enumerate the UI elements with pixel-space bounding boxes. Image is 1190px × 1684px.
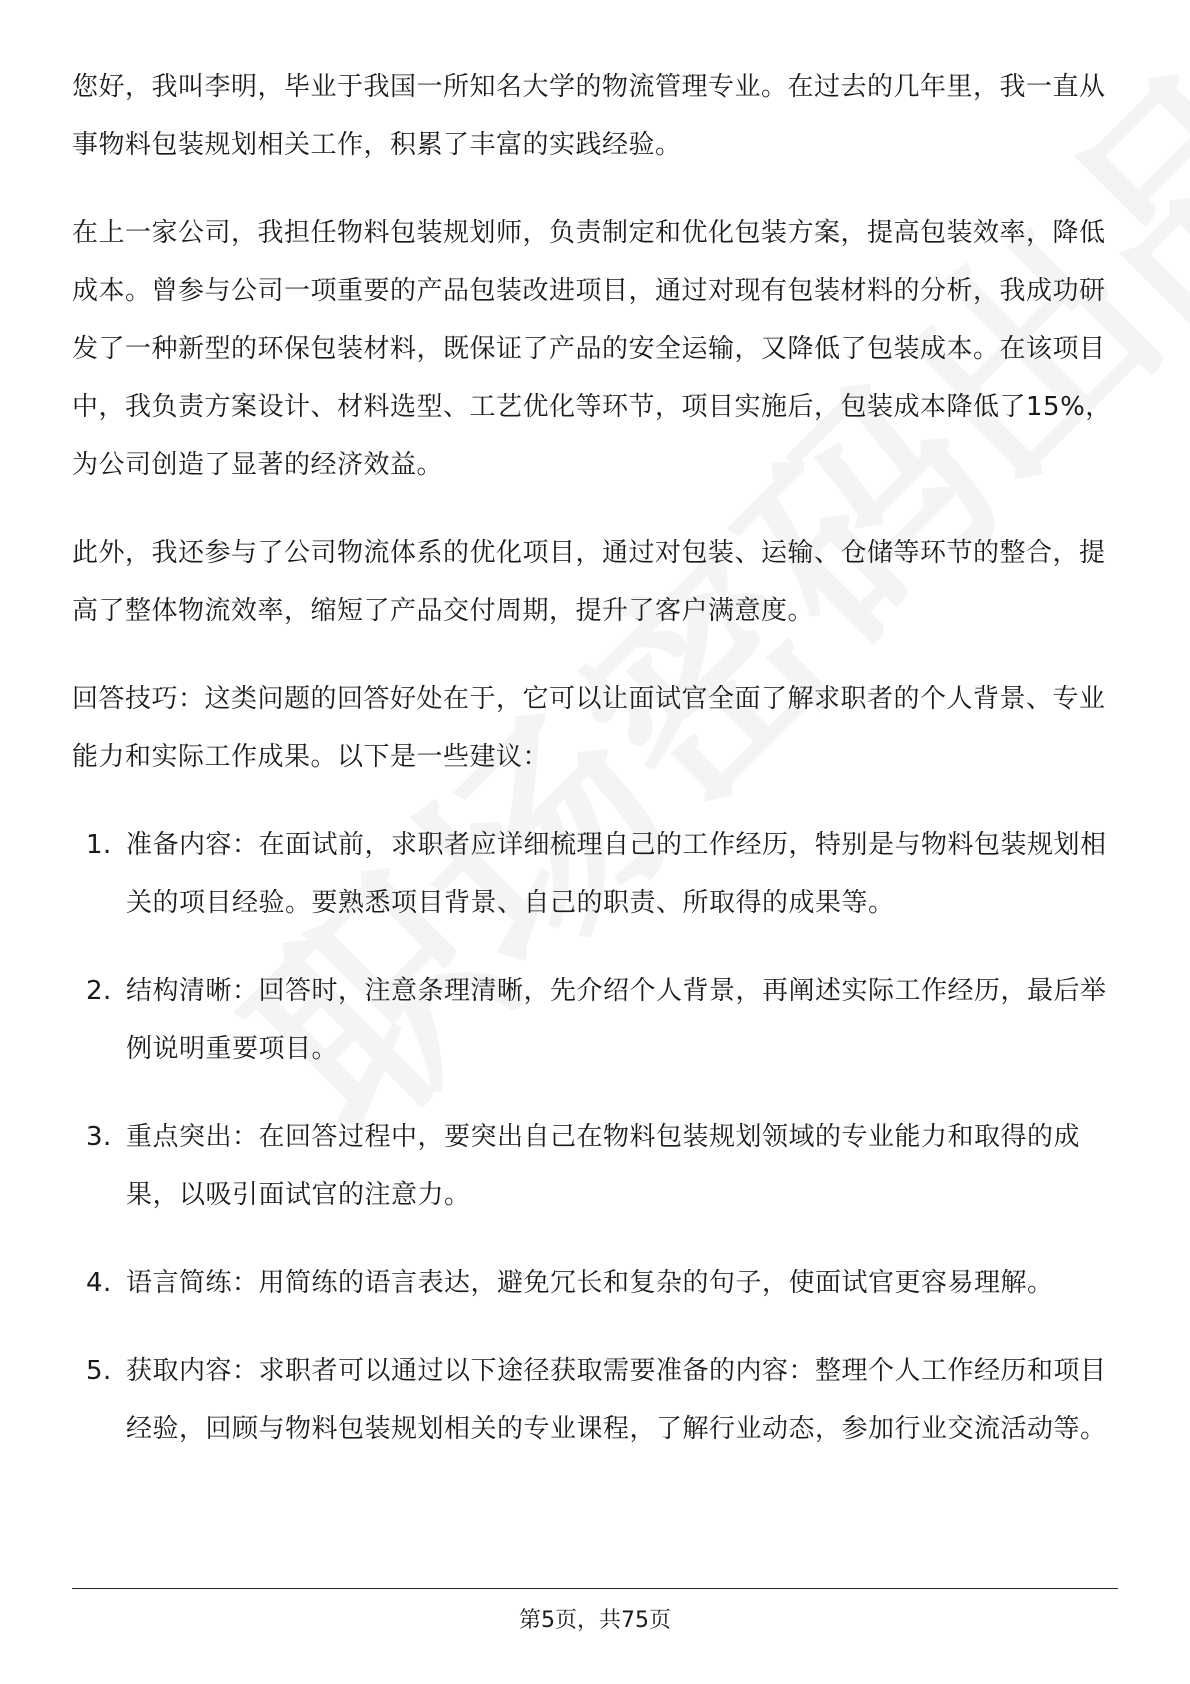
list-item <box>72 1342 1118 1458</box>
footer-divider <box>72 1588 1118 1589</box>
list-item-text: 准备内容：在面试前，求职者应详细梳理自己的工作经历，特别是与物料包装规划相关的项目经验。要熟悉项目背景、自己的职责、所取得的成果等。 <box>126 830 1107 918</box>
paragraph-additional: 此外，我还参与了公司物流体系的优化项目，通过对包装、运输、仓储等环节的整合，提高了整体物流效率，缩短了产品交付周期，提升了客户满意度。 <box>72 538 1106 626</box>
paragraph-intro: 您好，我叫李明，毕业于我国一所知名大学的物流管理专业。在过去的几年里，我一直从事物料包装规划相关工作，积累了丰富的实践经验。 <box>72 72 1106 160</box>
list-item-number: 3. <box>86 1122 112 1152</box>
tips-list <box>72 816 1118 1458</box>
list-item-text: 语言简练：用简练的语言表达，避免冗长和复杂的句子，使面试官更容易理解。 <box>126 1268 1054 1298</box>
list-item <box>72 1254 1118 1312</box>
list-item-number: 4. <box>86 1268 112 1298</box>
page-number: 第5页，共75页 <box>519 1608 671 1633</box>
paragraph-tips-intro: 回答技巧：这类问题的回答好处在于，它可以让面试官全面了解求职者的个人背景、专业能力和实际工作成果。以下是一些建议： <box>72 684 1106 772</box>
list-item-number: 1. <box>86 830 112 860</box>
list-item <box>72 1108 1118 1224</box>
list-item-text: 重点突出：在回答过程中，要突出自己在物料包装规划领域的专业能力和取得的成果，以吸引面试官的注意力。 <box>126 1122 1081 1210</box>
list-item-number: 5. <box>86 1356 112 1386</box>
paragraph-experience: 在上一家公司，我担任物料包装规划师，负责制定和优化包装方案，提高包装效率，降低成本。曾参与公司一项重要的产品包装改进项目，通过对现有包装材料的分析，我成功研发了一种新型的环保包装材料，既保证了产品的安全运输，又降低了包装成本。在该项目中，我负责方案设计、材料选型、工艺优化等环节，项目实施后，包装成本降低了15%，为公司创造了显著的经济效益。 <box>72 218 1112 480</box>
list-item-text: 结构清晰：回答时，注意条理清晰，先介绍个人背景，再阐述实际工作经历，最后举例说明重要项目。 <box>126 976 1107 1064</box>
list-item <box>72 962 1118 1078</box>
list-item <box>72 816 1118 932</box>
page-content <box>72 58 1118 1488</box>
list-item-number: 2. <box>86 976 112 1006</box>
list-item-text: 获取内容：求职者可以通过以下途径获取需要准备的内容：整理个人工作经历和项目经验，回顾与物料包装规划相关的专业课程，了解行业动态，参加行业交流活动等。 <box>126 1356 1107 1444</box>
